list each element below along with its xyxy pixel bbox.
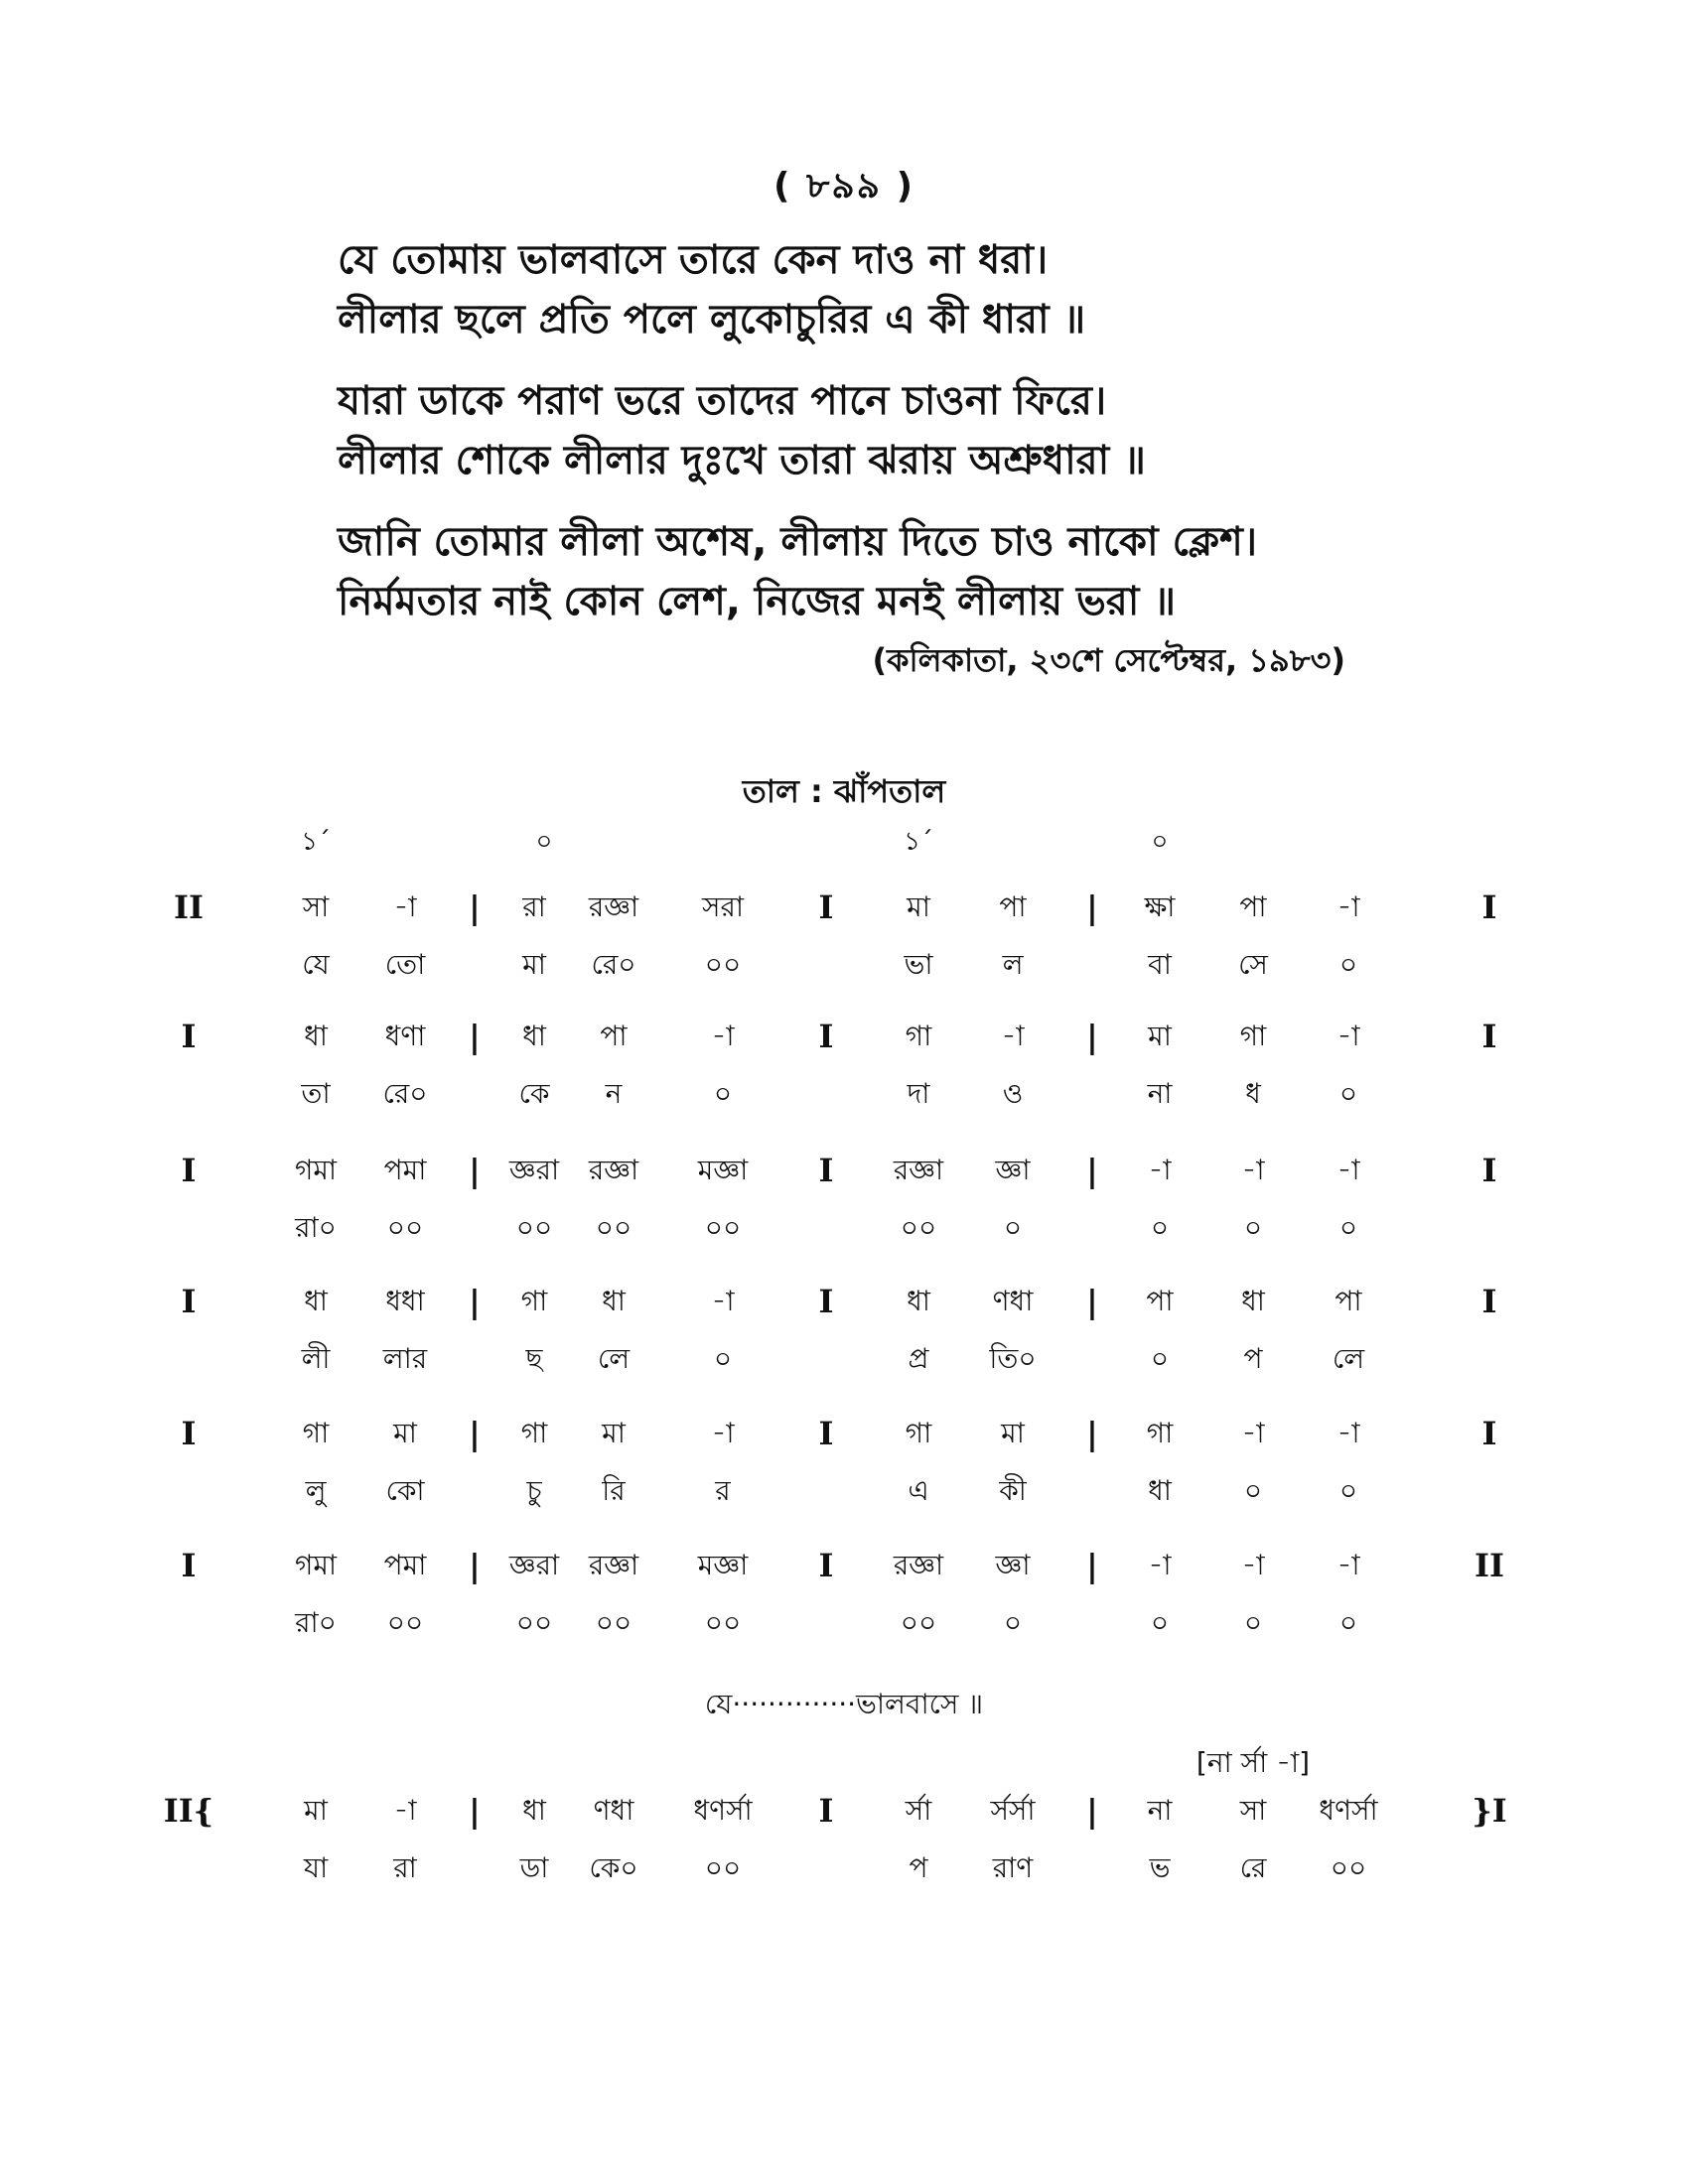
lyric-syllable: চু xyxy=(526,1474,542,1507)
swara-note: গমা xyxy=(294,1154,338,1186)
lyric-syllable: ডা xyxy=(519,1851,549,1884)
swara-note: পা xyxy=(1146,1285,1174,1317)
dateline: (কলিকাতা, ২৩শে সেপ্টেম্বর, ১৯৮৩) xyxy=(872,641,1345,679)
swara-note: গা xyxy=(520,1285,548,1317)
bar-line-middle: I xyxy=(818,1152,834,1189)
refrain-phrase: যে··············ভালবাসে ॥ xyxy=(704,1688,984,1720)
lyric-syllable: ০ xyxy=(1338,1606,1358,1639)
lyric-syllable: কো xyxy=(385,1474,425,1507)
bar-line-end: II xyxy=(1475,1547,1504,1584)
lyric-syllable: রা০ xyxy=(295,1606,337,1639)
lyric-syllable: ০০ xyxy=(595,1211,633,1244)
lyric-syllable: ০ xyxy=(1003,1606,1023,1639)
lyric-syllable: ০০ xyxy=(704,1211,742,1244)
vibhag-divider: | xyxy=(469,1415,481,1452)
bar-line-start: I xyxy=(181,1547,197,1584)
song-line: জানি তোমার লীলা অশেষ, লীলায় দিতে চাও নাকো ক্লেশ। xyxy=(338,519,1258,565)
bar-line-start: I xyxy=(181,1415,197,1452)
swara-note: পমা xyxy=(383,1154,427,1186)
bar-line-middle: I xyxy=(818,1547,834,1584)
vibhag-divider: | xyxy=(1086,1792,1098,1830)
lyric-syllable: ০০ xyxy=(386,1606,424,1639)
lyric-syllable: রা xyxy=(393,1851,417,1884)
swara-note: জ্ঞরা xyxy=(508,1549,560,1581)
bar-line-end: }I xyxy=(1472,1792,1507,1830)
swara-note: গা xyxy=(520,1417,548,1449)
lyric-syllable: রে০ xyxy=(591,948,636,981)
bar-line-middle: I xyxy=(818,1283,834,1320)
swara-note: -া xyxy=(711,1285,735,1317)
swara-note: ধণা xyxy=(384,1020,426,1052)
lyric-syllable: রে০ xyxy=(382,1077,428,1110)
song-line: লীলার শোকে লীলার দুঃখে তারা ঝরায় অশ্রুধারা ॥ xyxy=(338,438,1146,483)
lyric-syllable: লে xyxy=(597,1342,631,1375)
lyric-syllable: তো xyxy=(384,948,426,981)
lyric-syllable: ০ xyxy=(713,1077,733,1110)
swara-note: ক্ষা xyxy=(1144,890,1176,923)
lyric-syllable: তা xyxy=(301,1077,331,1110)
swara-note: পমা xyxy=(383,1549,427,1581)
swara-note: সরা xyxy=(701,890,745,923)
lyric-syllable: সে xyxy=(1238,948,1268,981)
vibhag-divider: | xyxy=(1086,888,1098,926)
lyric-syllable: প xyxy=(1243,1342,1263,1375)
alternate-notes: [না র্সা -া] xyxy=(1196,1746,1311,1779)
swara-note: -া xyxy=(711,1417,735,1449)
swara-note: -া xyxy=(1336,1154,1360,1186)
swara-note: মা xyxy=(304,1794,328,1827)
swara-note: -া xyxy=(393,1794,417,1827)
beat-mark: ১´ xyxy=(301,827,331,857)
lyric-syllable: ০ xyxy=(713,1342,733,1375)
bar-line-middle: I xyxy=(818,1018,834,1055)
swara-note: -া xyxy=(1148,1549,1172,1581)
swara-note: -া xyxy=(1336,1549,1360,1581)
lyric-syllable: ধা xyxy=(1148,1474,1172,1507)
lyric-syllable: ০০ xyxy=(704,948,742,981)
song-line: নির্মমতার নাই কোন লেশ, নিজের মনই লীলায় ভরা ॥ xyxy=(338,579,1176,624)
swara-note: ণধা xyxy=(593,1794,634,1827)
swara-note: গা xyxy=(1146,1417,1174,1449)
swara-note: গা xyxy=(302,1417,330,1449)
swara-note: পা xyxy=(999,890,1027,923)
bar-line-start: II xyxy=(174,888,204,926)
lyric-syllable: ল xyxy=(1002,948,1024,981)
swara-note: গমা xyxy=(294,1549,338,1581)
bar-line-end: I xyxy=(1481,1283,1497,1320)
beat-mark: ০ xyxy=(1151,827,1169,857)
bar-line-middle: I xyxy=(818,1792,834,1830)
lyric-syllable: রি xyxy=(602,1474,626,1507)
lyric-syllable: কী xyxy=(999,1474,1027,1507)
swara-note: র্সা xyxy=(905,1794,932,1827)
swara-note: ধধা xyxy=(385,1285,425,1317)
swara-note: গা xyxy=(905,1417,932,1449)
vibhag-divider: | xyxy=(469,1152,481,1189)
lyric-syllable: ধ xyxy=(1245,1077,1261,1110)
swara-note: রজ্ঞা xyxy=(588,1154,639,1186)
lyric-syllable: ০০ xyxy=(900,1606,937,1639)
lyric-syllable: প্র xyxy=(908,1342,929,1375)
lyric-syllable: কে xyxy=(518,1077,550,1110)
lyric-syllable: বা xyxy=(1148,948,1172,981)
tala-title: তাল : ঝাঁপতাল xyxy=(742,772,946,810)
bar-line-middle: I xyxy=(818,1415,834,1452)
bar-line-start: I xyxy=(181,1018,197,1055)
lyric-syllable: রে xyxy=(1239,1851,1267,1884)
swara-note: মা xyxy=(1001,1417,1025,1449)
lyric-syllable: ০ xyxy=(1003,1211,1023,1244)
swara-note: মা xyxy=(602,1417,626,1449)
swara-note: পা xyxy=(600,1020,628,1052)
swara-note: না xyxy=(1147,1794,1173,1827)
lyric-syllable: তি০ xyxy=(989,1342,1037,1375)
lyric-syllable: ০ xyxy=(1338,1211,1358,1244)
swara-note: ধণর্সা xyxy=(1319,1794,1378,1827)
lyric-syllable: ০ xyxy=(1150,1342,1170,1375)
vibhag-divider: | xyxy=(1086,1283,1098,1320)
swara-note: ধণর্সা xyxy=(693,1794,753,1827)
lyric-syllable: ০০ xyxy=(515,1211,553,1244)
vibhag-divider: | xyxy=(469,1547,481,1584)
lyric-syllable: ০০ xyxy=(704,1606,742,1639)
lyric-syllable: ০০ xyxy=(704,1851,742,1884)
lyric-syllable: ০০ xyxy=(900,1211,937,1244)
swara-note: -া xyxy=(1001,1020,1025,1052)
swara-note: রজ্ঞা xyxy=(588,890,639,923)
page-number: ( ৮৯৯ ) xyxy=(773,166,915,206)
lyric-syllable: ০ xyxy=(1338,1077,1358,1110)
lyric-syllable: ০০ xyxy=(1330,1851,1367,1884)
lyric-syllable: ০ xyxy=(1243,1211,1263,1244)
vibhag-divider: | xyxy=(1086,1152,1098,1189)
bar-line-end: I xyxy=(1481,1018,1497,1055)
beat-mark: ০ xyxy=(535,827,553,857)
lyric-syllable: রাণ xyxy=(992,1851,1034,1884)
swara-note: গা xyxy=(1239,1020,1267,1052)
lyric-syllable: ০০ xyxy=(595,1606,633,1639)
swara-note: জ্ঞা xyxy=(995,1549,1031,1581)
swara-note: পা xyxy=(1335,1285,1362,1317)
bar-line-end: I xyxy=(1481,1415,1497,1452)
bar-line-middle: I xyxy=(818,888,834,926)
swara-note: -া xyxy=(1336,1020,1360,1052)
lyric-syllable: ও xyxy=(1002,1077,1024,1110)
swara-note: জ্ঞরা xyxy=(508,1154,560,1186)
bar-line-start: I xyxy=(181,1152,197,1189)
swara-note: -া xyxy=(1148,1154,1172,1186)
swara-note: র্সর্সা xyxy=(990,1794,1036,1827)
lyric-syllable: ০ xyxy=(1243,1474,1263,1507)
vibhag-divider: | xyxy=(1086,1415,1098,1452)
swara-note: মা xyxy=(1148,1020,1172,1052)
lyric-syllable: ভ xyxy=(1149,1851,1171,1884)
vibhag-divider: | xyxy=(469,888,481,926)
swara-note: রা xyxy=(522,890,546,923)
swara-note: -া xyxy=(1336,1417,1360,1449)
swara-note: -া xyxy=(1336,890,1360,923)
swara-note: ধা xyxy=(304,1285,328,1317)
lyric-syllable: ০ xyxy=(1338,948,1358,981)
swara-note: ধা xyxy=(522,1794,546,1827)
vibhag-divider: | xyxy=(469,1018,481,1055)
lyric-syllable: ০ xyxy=(1338,1474,1358,1507)
lyric-syllable: রা০ xyxy=(295,1211,337,1244)
lyric-syllable: ন xyxy=(605,1077,623,1110)
lyric-syllable: ভা xyxy=(904,948,933,981)
lyric-syllable: লার xyxy=(382,1342,428,1375)
lyric-syllable: ০ xyxy=(1150,1211,1170,1244)
lyric-syllable: র xyxy=(715,1474,731,1507)
lyric-syllable: ০ xyxy=(1243,1606,1263,1639)
swara-note: জ্ঞা xyxy=(995,1154,1031,1186)
song-line: যে তোমায় ভালবাসে তারে কেন দাও না ধরা। xyxy=(338,237,1049,283)
swara-note: মা xyxy=(393,1417,417,1449)
lyric-syllable: মা xyxy=(522,948,546,981)
bar-line-end: I xyxy=(1481,888,1497,926)
swara-note: -া xyxy=(711,1020,735,1052)
vibhag-divider: | xyxy=(469,1283,481,1320)
swara-note: মজ্ঞা xyxy=(697,1549,749,1581)
lyric-syllable: লু xyxy=(305,1474,327,1507)
swara-note: -া xyxy=(1241,1154,1265,1186)
lyric-syllable: যে xyxy=(302,948,330,981)
swara-note: ণধা xyxy=(992,1285,1034,1317)
swara-note: পা xyxy=(1239,890,1267,923)
lyric-syllable: ০ xyxy=(1150,1606,1170,1639)
bar-line-start: I xyxy=(181,1283,197,1320)
beat-mark: ১´ xyxy=(904,827,933,857)
bar-line-end: I xyxy=(1481,1152,1497,1189)
lyric-syllable: দা xyxy=(907,1077,930,1110)
swara-note: সা xyxy=(302,890,330,923)
swara-note: রজ্ঞা xyxy=(893,1549,944,1581)
lyric-syllable: না xyxy=(1147,1077,1173,1110)
swara-note: সা xyxy=(1239,1794,1267,1827)
lyric-syllable: কে০ xyxy=(589,1851,638,1884)
swara-note: ধা xyxy=(1241,1285,1265,1317)
swara-note: -া xyxy=(1241,1417,1265,1449)
song-line: লীলার ছলে প্রতি পলে লুকোচুরির এ কী ধারা ॥ xyxy=(338,297,1086,342)
swara-note: ধা xyxy=(304,1020,328,1052)
vibhag-divider: | xyxy=(1086,1018,1098,1055)
lyric-syllable: ০০ xyxy=(386,1211,424,1244)
song-line: যারা ডাকে পরাণ ভরে তাদের পানে চাওনা ফিরে। xyxy=(338,378,1107,424)
lyric-syllable: যা xyxy=(303,1851,329,1884)
swara-note: মজ্ঞা xyxy=(697,1154,749,1186)
lyric-syllable: ০০ xyxy=(515,1606,553,1639)
swara-note: ধা xyxy=(522,1020,546,1052)
vibhag-divider: | xyxy=(1086,1547,1098,1584)
lyric-syllable: প xyxy=(909,1851,928,1884)
lyric-syllable: লী xyxy=(301,1342,331,1375)
swara-note: -া xyxy=(1241,1549,1265,1581)
swara-note: গা xyxy=(905,1020,932,1052)
swara-note: রজ্ঞা xyxy=(893,1154,944,1186)
lyric-syllable: ছ xyxy=(525,1342,543,1375)
swara-note: -া xyxy=(393,890,417,923)
swara-note: রজ্ঞা xyxy=(588,1549,639,1581)
swara-note: ধা xyxy=(602,1285,626,1317)
swara-note: মা xyxy=(907,890,930,923)
bar-line-start: II{ xyxy=(163,1792,214,1830)
vibhag-divider: | xyxy=(469,1792,481,1830)
lyric-syllable: এ xyxy=(908,1474,929,1507)
lyric-syllable: লে xyxy=(1332,1342,1365,1375)
swara-note: ধা xyxy=(907,1285,930,1317)
